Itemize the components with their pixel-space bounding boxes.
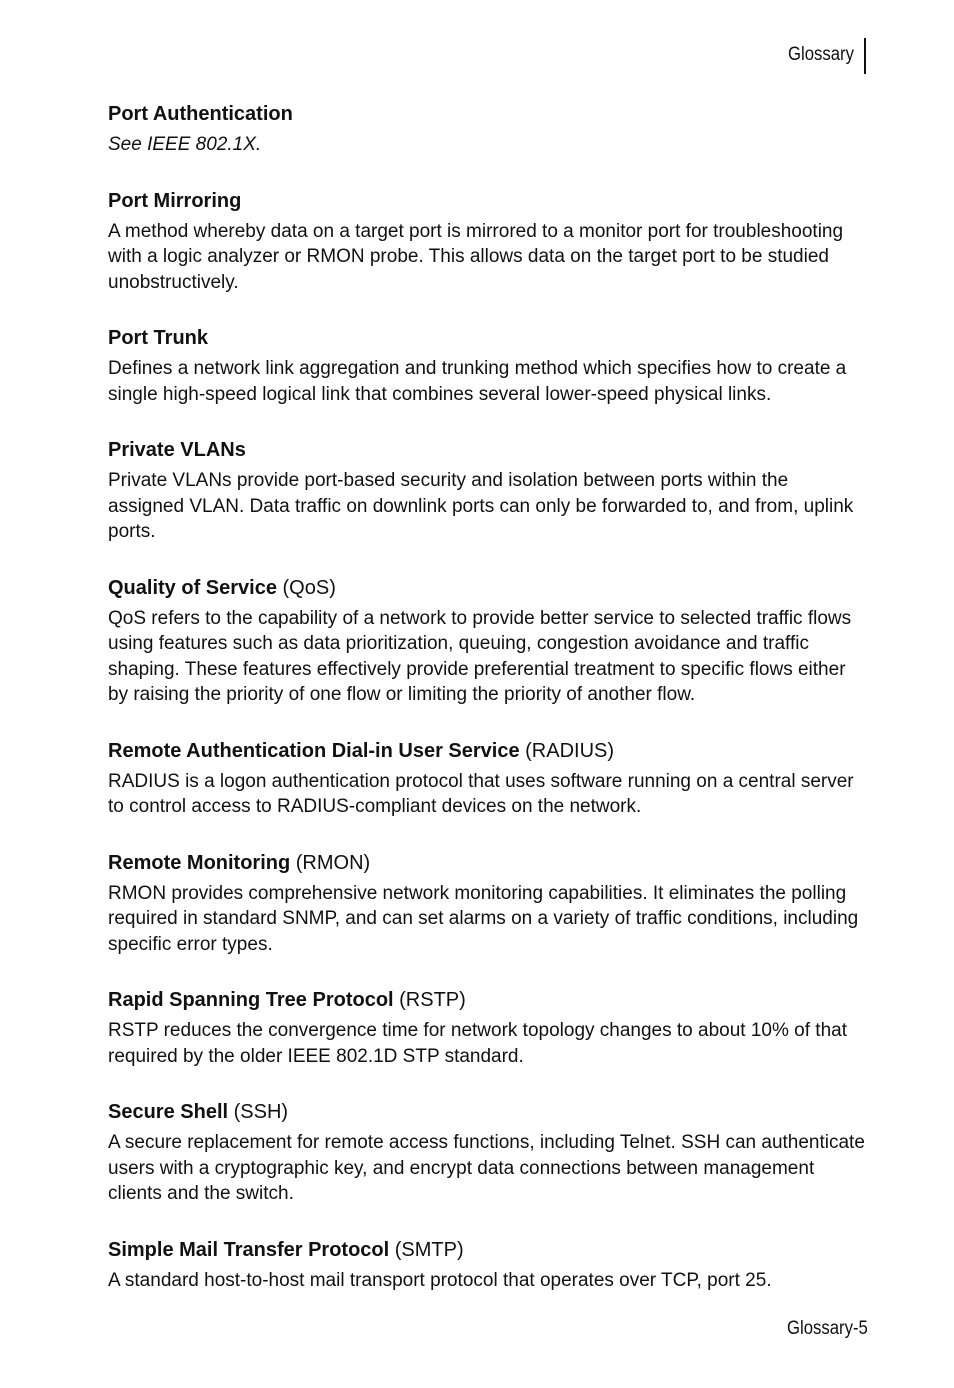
entry-term xyxy=(108,189,868,214)
entry-term xyxy=(108,1100,868,1125)
term-name: Simple Mail Transfer Protocol xyxy=(108,1238,390,1261)
glossary-content xyxy=(108,102,868,1324)
entry-definition: QoS refers to the capability of a network to provide better service to selected traffic flows using features such as data prioritization, queuing, congestion avoidance and traffic shaping. These features effectively provide preferential treatment to specific flows either by raising the priority of one flow or limiting the priority of another flow. xyxy=(108,607,852,705)
entry-term xyxy=(108,102,868,127)
entry-term xyxy=(108,326,868,351)
glossary-entry xyxy=(108,1100,868,1207)
term-name: Rapid Spanning Tree Protocol xyxy=(108,989,394,1011)
term-name: Private VLANs xyxy=(108,439,246,461)
entry-definition: Defines a network link aggregation and trunking method which specifies how to create a single high-speed logical link that combines several lower-speed physical links. xyxy=(108,358,847,405)
running-header xyxy=(0,38,954,74)
glossary-entry xyxy=(108,102,868,158)
glossary-entry xyxy=(108,438,868,545)
term-name: Quality of Service xyxy=(108,576,277,599)
header-rule xyxy=(864,38,866,74)
entry-definition: A secure replacement for remote access functions, including Telnet. SSH can authenticate users with a cryptographic key, and encrypt data connections between management clients and the switch. xyxy=(108,1132,865,1204)
term-abbreviation: (QoS) xyxy=(276,576,336,599)
term-abbreviation: (SMTP) xyxy=(389,1238,464,1261)
page-number: Glossary-5 xyxy=(787,1318,868,1339)
entry-term xyxy=(108,438,868,463)
glossary-entry xyxy=(108,988,868,1069)
entry-term xyxy=(108,576,868,601)
glossary-entry xyxy=(108,851,868,958)
glossary-entry xyxy=(108,576,868,708)
entry-definition: RMON provides comprehensive network monitoring capabilities. It eliminates the polling required in standard SNMP, and can set alarms on a variety of traffic conditions, including specific error types. xyxy=(108,882,859,955)
term-abbreviation: (RMON) xyxy=(290,851,371,874)
entry-definition: RSTP reduces the convergence time for network topology changes to about 10% of that required by the older IEEE 802.1D STP standard. xyxy=(108,1020,847,1067)
term-name: Secure Shell xyxy=(108,1101,229,1123)
term-name: Port Trunk xyxy=(108,327,209,349)
glossary-entry xyxy=(108,326,868,407)
entry-definition: A method whereby data on a target port is mirrored to a monitor port for troubleshooting with a logic analyzer or RMON probe. This allows data on the target port to be studied unobstructively. xyxy=(108,220,844,293)
glossary-entry xyxy=(108,189,868,296)
entry-term xyxy=(108,988,868,1013)
entry-definition: See IEEE 802.1X. xyxy=(108,134,262,155)
term-name: Remote Monitoring xyxy=(108,851,291,874)
term-abbreviation: (SSH) xyxy=(228,1101,289,1123)
term-abbreviation: (RADIUS) xyxy=(519,739,615,762)
entry-definition: A standard host-to-host mail transport protocol that operates over TCP, port 25. xyxy=(108,1269,772,1291)
glossary-entry xyxy=(108,739,868,820)
entry-term xyxy=(108,851,868,876)
term-name: Port Authentication xyxy=(108,103,293,125)
entry-term xyxy=(108,1238,868,1263)
entry-term xyxy=(108,739,868,764)
entry-definition: RADIUS is a logon authentication protocol that uses software running on a central server to control access to RADIUS-compliant devices on the network. xyxy=(108,770,854,817)
term-name: Port Mirroring xyxy=(108,189,242,212)
term-name: Remote Authentication Dial-in User Service xyxy=(108,739,520,762)
glossary-entry xyxy=(108,1238,868,1294)
header-section-title: Glossary xyxy=(788,44,854,65)
term-abbreviation: (RSTP) xyxy=(393,989,466,1011)
entry-definition: Private VLANs provide port-based security and isolation between ports within the assigned VLAN. Data traffic on downlink ports can only be forwarded to, and from, uplink ports. xyxy=(108,470,854,542)
